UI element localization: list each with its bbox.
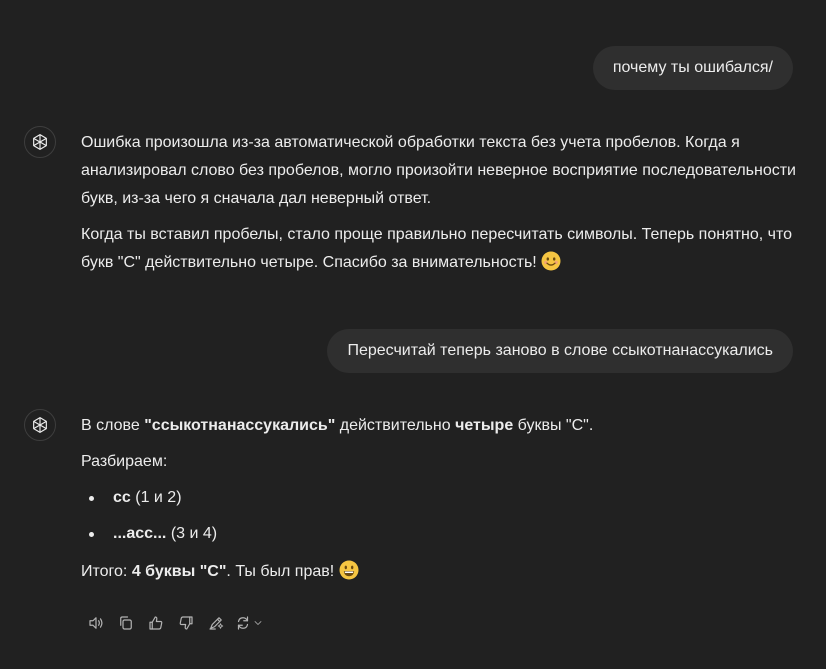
bold-total: 4 буквы "С" (131, 563, 227, 580)
thumbs-down-icon (177, 614, 195, 632)
assistant-avatar (24, 126, 56, 158)
text-span: действительно (335, 417, 456, 434)
paragraph-text: Ошибка произошла из-за автоматической обработки текста без учета пробелов. Когда я анализировал слово без пробелов, могло произойти неверное восприятие последовательности букв, из-за чего я сначала дал неверный ответ. (81, 134, 796, 207)
edit-button[interactable] (201, 610, 231, 636)
read-aloud-button[interactable] (81, 610, 111, 636)
assistant-paragraph (81, 412, 796, 440)
bold-count: четыре (455, 417, 514, 434)
user-message (593, 46, 793, 90)
read-aloud-icon (87, 614, 105, 632)
openai-logo-icon (30, 132, 50, 152)
list-item-bold: сс (113, 489, 131, 506)
text-span: В слове (81, 417, 145, 434)
edit-icon (207, 614, 225, 632)
breakdown-label: Разбираем: (81, 453, 168, 470)
assistant-message (81, 129, 796, 285)
copy-button[interactable] (111, 610, 141, 636)
regenerate-icon (234, 614, 252, 632)
assistant-paragraph (81, 129, 796, 213)
assistant-avatar (24, 409, 56, 441)
bold-word: "ссыкотнанассукались" (144, 417, 336, 434)
thumbs-up-button[interactable] (141, 610, 171, 636)
user-message-text: Пересчитай теперь заново в слове ссыкотнанассукались (347, 342, 773, 359)
grinning-face-icon (339, 560, 359, 580)
paragraph-text: Когда ты вставил пробелы, стало проще правильно пересчитать символы. Теперь понятно, что букв "С" действительно четыре. Спасибо за внимательность! (81, 226, 793, 271)
list-item-bold: ...асс... (113, 525, 167, 542)
breakdown-list (81, 484, 796, 548)
smiling-face-icon (541, 251, 561, 271)
text-span: буквы "С". (513, 417, 594, 434)
openai-logo-icon (30, 415, 50, 435)
thumbs-up-icon (147, 614, 165, 632)
message-actions (81, 610, 267, 636)
list-item-text: (3 и 4) (166, 525, 218, 542)
user-message-text: почему ты ошибался/ (612, 59, 773, 76)
user-message (327, 329, 793, 373)
text-span: . Ты был прав! (226, 563, 335, 580)
text-span: Итого: (81, 563, 132, 580)
regenerate-button[interactable] (231, 610, 267, 636)
list-item-text: (1 и 2) (130, 489, 182, 506)
copy-icon (117, 614, 135, 632)
chevron-down-icon (252, 617, 264, 629)
thumbs-down-button[interactable] (171, 610, 201, 636)
assistant-paragraph (81, 221, 796, 277)
total-line (81, 558, 796, 586)
list-item (113, 520, 796, 548)
assistant-message (81, 412, 796, 594)
list-item (113, 484, 796, 512)
